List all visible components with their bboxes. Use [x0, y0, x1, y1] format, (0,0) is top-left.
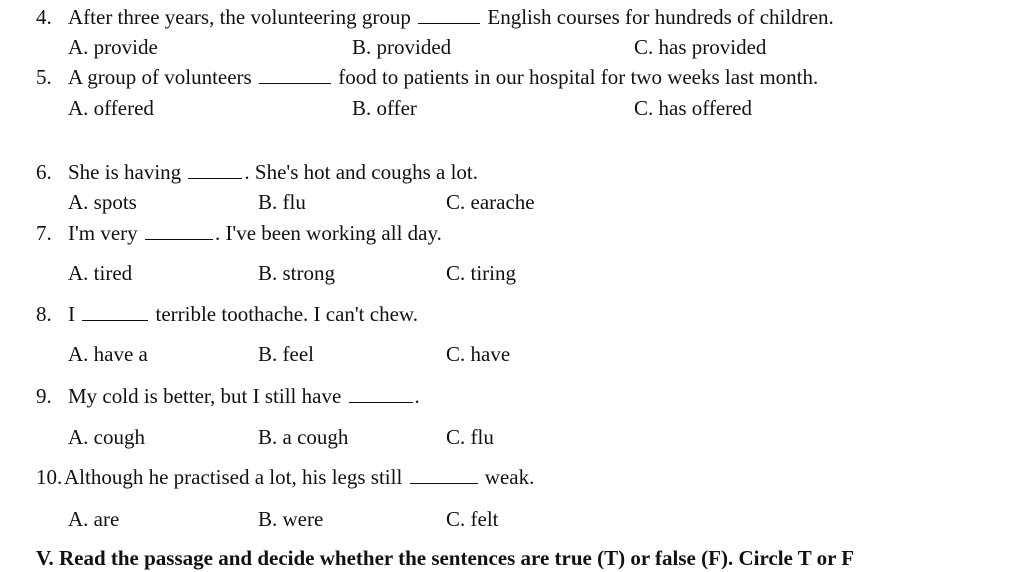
option-a[interactable]: A. have a — [68, 342, 148, 366]
option-b[interactable]: B. provided — [352, 35, 452, 59]
stem-before: Although he practised a lot, his legs still — [64, 465, 403, 489]
stem-after: . — [414, 384, 420, 408]
option-c[interactable]: C. has offered — [634, 96, 752, 120]
option-b[interactable]: B. a cough — [258, 425, 349, 449]
answer-blank[interactable] — [145, 221, 213, 240]
option-b[interactable]: B. feel — [258, 342, 314, 366]
question-number: 7. — [36, 221, 52, 245]
question-stem — [68, 63, 818, 91]
option-a[interactable]: A. provide — [68, 35, 158, 59]
question-stem — [68, 3, 834, 31]
stem-after: terrible toothache. I can't chew. — [155, 302, 418, 326]
stem-after: . She's hot and coughs a lot. — [244, 160, 479, 184]
option-b[interactable]: B. strong — [258, 261, 336, 285]
question-stem — [68, 300, 418, 328]
stem-after: English courses for hundreds of children. — [487, 5, 834, 29]
answer-blank[interactable] — [188, 160, 242, 179]
stem-before: A group of volunteers — [68, 65, 252, 89]
option-a[interactable]: A. cough — [68, 425, 145, 449]
question-stem — [68, 219, 442, 247]
option-a[interactable]: A. are — [68, 507, 120, 531]
question-number: 6. — [36, 160, 52, 184]
stem-after: weak. — [484, 465, 535, 489]
option-c[interactable]: C. earache — [446, 190, 535, 214]
option-a[interactable]: A. tired — [68, 261, 133, 285]
question-number: 5. — [36, 65, 52, 89]
stem-before: After three years, the volunteering group — [68, 5, 411, 29]
question-number: 4. — [36, 5, 52, 29]
question-number: 10. — [36, 465, 63, 489]
option-c[interactable]: C. tiring — [446, 261, 517, 285]
answer-blank[interactable] — [82, 302, 148, 321]
option-b[interactable]: B. offer — [352, 96, 417, 120]
question-stem — [68, 158, 478, 186]
stem-before: I'm very — [68, 221, 138, 245]
option-a[interactable]: A. spots — [68, 190, 137, 214]
answer-blank[interactable] — [418, 5, 480, 24]
next-section-heading: V. Read the passage and decide whether the sentences are true (T) or false (F). Circle T or F — [36, 546, 855, 570]
stem-after: food to patients in our hospital for two weeks last month. — [338, 65, 819, 89]
answer-blank[interactable] — [349, 384, 413, 403]
option-b[interactable]: B. were — [258, 507, 324, 531]
option-c[interactable]: C. has provided — [634, 35, 767, 59]
option-c[interactable]: C. flu — [446, 425, 494, 449]
question-number: 8. — [36, 302, 52, 326]
option-c[interactable]: C. have — [446, 342, 511, 366]
stem-before: She is having — [68, 160, 182, 184]
answer-blank[interactable] — [259, 65, 331, 84]
question-stem — [68, 382, 420, 410]
answer-blank[interactable] — [410, 465, 478, 484]
stem-before: My cold is better, but I still have — [68, 384, 342, 408]
option-b[interactable]: B. flu — [258, 190, 306, 214]
option-c[interactable]: C. felt — [446, 507, 499, 531]
question-number: 9. — [36, 384, 52, 408]
option-a[interactable]: A. offered — [68, 96, 154, 120]
stem-after: . I've been working all day. — [214, 221, 442, 245]
question-stem — [64, 463, 534, 491]
stem-before: I — [68, 302, 75, 326]
